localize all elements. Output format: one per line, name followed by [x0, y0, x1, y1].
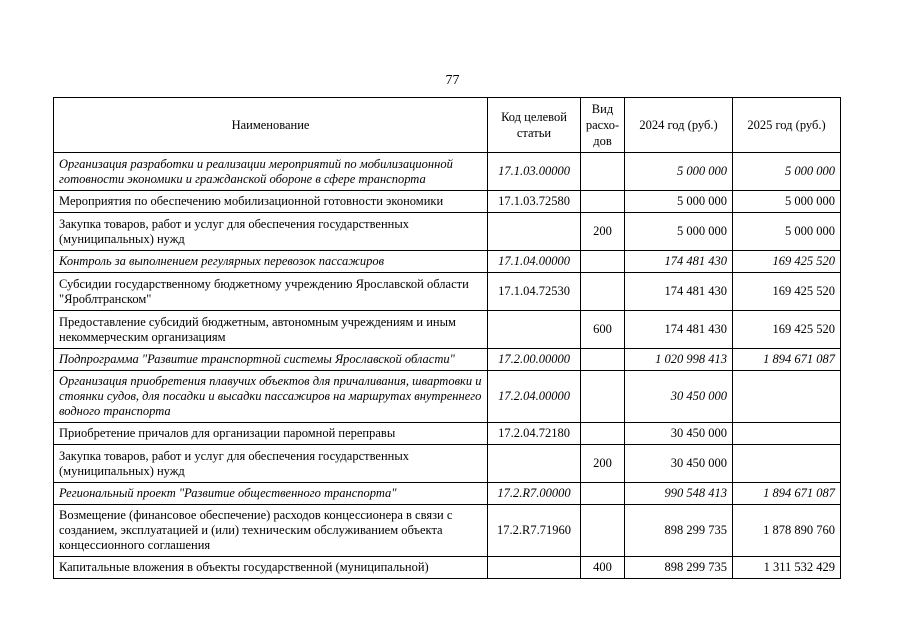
row-amount-2024-cell: 30 450 000 [625, 445, 733, 483]
row-amount-2024-cell: 30 450 000 [625, 423, 733, 445]
row-amount-2024-cell: 5 000 000 [625, 191, 733, 213]
header-name: Наименование [54, 98, 488, 153]
row-name-cell: Капитальные вложения в объекты государственной (муниципальной) [54, 557, 488, 579]
row-amount-2025-cell: 5 000 000 [733, 213, 841, 251]
row-name-cell: Региональный проект "Развитие общественного транспорта" [54, 483, 488, 505]
row-name-cell: Мероприятия по обеспечению мобилизационной готовности экономики [54, 191, 488, 213]
row-amount-2025-cell: 1 894 671 087 [733, 349, 841, 371]
row-amount-2025-cell: 1 311 532 429 [733, 557, 841, 579]
row-amount-2024-cell: 990 548 413 [625, 483, 733, 505]
row-type-cell [581, 251, 625, 273]
row-type-cell: 400 [581, 557, 625, 579]
row-code-cell: 17.2.04.72180 [488, 423, 581, 445]
table-row [54, 505, 841, 557]
table-row [54, 311, 841, 349]
row-amount-2025-cell: 5 000 000 [733, 153, 841, 191]
header-type: Вид расхо-дов [581, 98, 625, 153]
row-type-cell [581, 371, 625, 423]
row-amount-2025-cell [733, 445, 841, 483]
row-amount-2025-cell: 5 000 000 [733, 191, 841, 213]
row-amount-2024-cell: 5 000 000 [625, 213, 733, 251]
row-name-cell: Закупка товаров, работ и услуг для обеспечения государственных (муниципальных) нужд [54, 213, 488, 251]
row-code-cell [488, 445, 581, 483]
row-code-cell: 17.1.03.00000 [488, 153, 581, 191]
row-code-cell: 17.2.R7.00000 [488, 483, 581, 505]
table-row [54, 251, 841, 273]
budget-table [53, 97, 841, 579]
row-name-cell: Предоставление субсидий бюджетным, автономным учреждениям и иным некоммерческим организациям [54, 311, 488, 349]
row-type-cell: 200 [581, 445, 625, 483]
row-name-cell: Закупка товаров, работ и услуг для обеспечения государственных (муниципальных) нужд [54, 445, 488, 483]
row-type-cell [581, 423, 625, 445]
row-amount-2024-cell: 30 450 000 [625, 371, 733, 423]
header-year-2024: 2024 год (руб.) [625, 98, 733, 153]
page-number: 77 [445, 73, 460, 88]
row-code-cell: 17.1.04.00000 [488, 251, 581, 273]
table-row [54, 557, 841, 579]
table-row [54, 349, 841, 371]
row-name-cell: Контроль за выполнением регулярных перевозок пассажиров [54, 251, 488, 273]
row-type-cell [581, 153, 625, 191]
row-type-cell [581, 505, 625, 557]
row-amount-2025-cell [733, 371, 841, 423]
table-body [54, 153, 841, 579]
row-name-cell: Организация разработки и реализации мероприятий по мобилизационной готовности экономики и гражданской обороне в сфере транспорта [54, 153, 488, 191]
table-row [54, 191, 841, 213]
row-name-cell: Подпрограмма "Развитие транспортной системы Ярославской области" [54, 349, 488, 371]
row-amount-2025-cell [733, 423, 841, 445]
row-code-cell: 17.2.R7.71960 [488, 505, 581, 557]
row-code-cell [488, 557, 581, 579]
row-amount-2025-cell: 169 425 520 [733, 251, 841, 273]
row-amount-2024-cell: 898 299 735 [625, 505, 733, 557]
table-row [54, 371, 841, 423]
row-amount-2024-cell: 174 481 430 [625, 273, 733, 311]
row-amount-2025-cell: 169 425 520 [733, 273, 841, 311]
table-row [54, 445, 841, 483]
row-amount-2024-cell: 5 000 000 [625, 153, 733, 191]
row-name-cell: Приобретение причалов для организации паромной переправы [54, 423, 488, 445]
row-type-cell: 600 [581, 311, 625, 349]
row-name-cell: Субсидии государственному бюджетному учреждению Ярославской области "Яроблтранском" [54, 273, 488, 311]
table-header-row [54, 98, 841, 153]
row-name-cell: Возмещение (финансовое обеспечение) расходов концессионера в связи с созданием, эксплуатацией и (или) техническим обслуживанием объекта концессионного соглашения [54, 505, 488, 557]
row-amount-2024-cell: 174 481 430 [625, 251, 733, 273]
row-code-cell: 17.1.03.72580 [488, 191, 581, 213]
row-amount-2024-cell: 898 299 735 [625, 557, 733, 579]
row-type-cell: 200 [581, 213, 625, 251]
row-type-cell [581, 483, 625, 505]
header-year-2025: 2025 год (руб.) [733, 98, 841, 153]
table-row [54, 483, 841, 505]
row-code-cell: 17.2.04.00000 [488, 371, 581, 423]
row-amount-2025-cell: 1 894 671 087 [733, 483, 841, 505]
row-amount-2024-cell: 174 481 430 [625, 311, 733, 349]
row-code-cell: 17.1.04.72530 [488, 273, 581, 311]
row-type-cell [581, 191, 625, 213]
table-row [54, 153, 841, 191]
header-code: Код целевой статьи [488, 98, 581, 153]
row-code-cell [488, 213, 581, 251]
row-code-cell [488, 311, 581, 349]
table-row [54, 213, 841, 251]
row-type-cell [581, 273, 625, 311]
row-amount-2025-cell: 169 425 520 [733, 311, 841, 349]
row-name-cell: Организация приобретения плавучих объектов для причаливания, швартовки и стоянки судов, для посадки и высадки пассажиров на маршрутах внутреннего водного транспорта [54, 371, 488, 423]
table-row [54, 423, 841, 445]
row-code-cell: 17.2.00.00000 [488, 349, 581, 371]
table-row [54, 273, 841, 311]
row-type-cell [581, 349, 625, 371]
row-amount-2025-cell: 1 878 890 760 [733, 505, 841, 557]
row-amount-2024-cell: 1 020 998 413 [625, 349, 733, 371]
